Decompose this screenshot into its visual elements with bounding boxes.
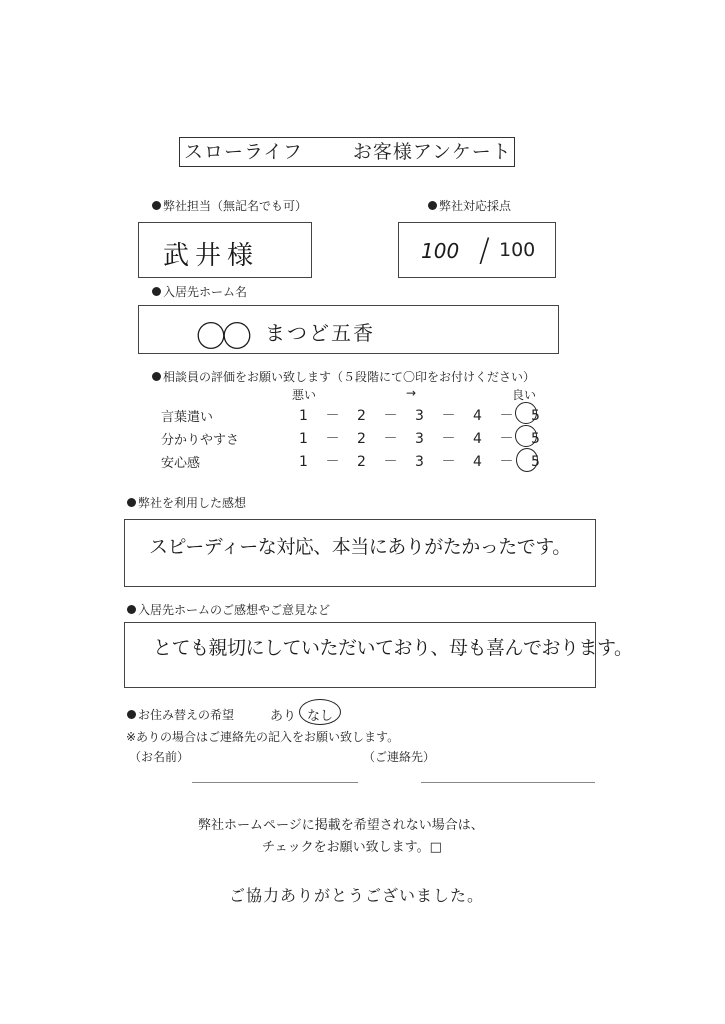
home-label-row bbox=[152, 283, 247, 300]
impression-label: 弊社を利用した感想 bbox=[138, 496, 247, 510]
scale-value[interactable]: 3 bbox=[415, 431, 424, 447]
home-field[interactable] bbox=[138, 305, 559, 354]
scale-value[interactable]: 5 bbox=[531, 408, 540, 424]
staff-field[interactable] bbox=[138, 222, 312, 278]
title-left: スローライフ bbox=[184, 141, 303, 163]
scale-dash: － bbox=[383, 408, 398, 424]
relocation-option-yes[interactable]: あり bbox=[270, 709, 297, 724]
scale-value[interactable]: 3 bbox=[415, 408, 424, 424]
scale-value[interactable]: 1 bbox=[299, 431, 308, 447]
home-impression-field[interactable] bbox=[124, 622, 633, 688]
scale-dash: － bbox=[499, 431, 514, 447]
footer-line1: 弊社ホームページに掲載を希望されない場合は、 bbox=[198, 818, 484, 833]
scale-value[interactable]: 4 bbox=[473, 408, 482, 424]
scale-dash: － bbox=[499, 454, 514, 470]
scale-dash: － bbox=[325, 408, 340, 424]
score-value: 100 bbox=[421, 239, 460, 263]
selection-circle bbox=[515, 402, 537, 424]
publish-opt-out-checkbox[interactable]: □ bbox=[429, 840, 442, 855]
bullet-icon bbox=[127, 710, 136, 719]
relocation-label-row bbox=[127, 706, 234, 723]
scale-value[interactable]: 1 bbox=[299, 408, 308, 424]
contact-input-line[interactable] bbox=[421, 782, 595, 783]
scale-dash: － bbox=[383, 431, 398, 447]
home-label: 入居先ホーム名 bbox=[163, 285, 248, 299]
eval-scale-row bbox=[289, 451, 550, 471]
eval-scale-row bbox=[289, 405, 550, 425]
relocation-label: お住み替えの希望 bbox=[138, 708, 235, 722]
eval-row-label: 安心感 bbox=[161, 456, 201, 471]
scale-dash: － bbox=[441, 454, 456, 470]
scale-value[interactable]: 4 bbox=[473, 454, 482, 470]
staff-label: 弊社担当（無記名でも可） bbox=[163, 199, 308, 213]
score-label-row bbox=[428, 197, 511, 214]
home-placeholder: 〇〇 bbox=[196, 320, 248, 355]
home-impression-label-row bbox=[127, 601, 330, 618]
name-input-line[interactable] bbox=[192, 782, 358, 783]
scale-value[interactable]: 2 bbox=[357, 454, 366, 470]
scale-value[interactable]: 4 bbox=[473, 431, 482, 447]
impression-field[interactable] bbox=[124, 519, 596, 587]
relocation-option-no[interactable]: なし bbox=[307, 709, 334, 724]
footer-line2: チェックをお願い致します。 bbox=[262, 840, 430, 855]
name-label: （お名前） bbox=[129, 750, 190, 764]
staff-label-row bbox=[152, 197, 307, 214]
evaluation-label-row bbox=[152, 368, 535, 385]
bullet-icon bbox=[152, 372, 161, 381]
scale-value[interactable]: 5 bbox=[531, 454, 540, 470]
bullet-icon bbox=[127, 498, 136, 507]
selection-circle bbox=[516, 448, 538, 472]
scale-value[interactable]: 5 bbox=[531, 431, 540, 447]
score-max: 100 bbox=[499, 239, 536, 261]
bullet-icon bbox=[152, 287, 161, 296]
score-label: 弊社対応採点 bbox=[439, 199, 512, 213]
title-right: お客様アンケート bbox=[352, 141, 512, 163]
contact-label: （ご連絡先） bbox=[363, 750, 436, 764]
staff-value: 武井様 bbox=[163, 241, 260, 271]
home-impression-value: とても親切にしていただいており、母も喜んでおります。 bbox=[153, 637, 633, 659]
scale-dash: － bbox=[325, 454, 340, 470]
score-field[interactable] bbox=[398, 222, 556, 278]
footer-line2-row bbox=[262, 836, 442, 855]
scale-value[interactable]: 1 bbox=[299, 454, 308, 470]
scale-dash: － bbox=[499, 408, 514, 424]
scale-dash: － bbox=[383, 454, 398, 470]
relocation-note: ※ありの場合はご連絡先の記入をお願い致します。 bbox=[126, 730, 400, 744]
survey-title bbox=[179, 137, 515, 167]
scale-dash: － bbox=[441, 431, 456, 447]
home-value: まつど五香 bbox=[265, 321, 375, 345]
bullet-icon bbox=[152, 201, 161, 210]
bullet-icon bbox=[428, 201, 437, 210]
selection-circle bbox=[299, 699, 341, 725]
scale-arrow: → bbox=[406, 386, 417, 400]
selection-circle bbox=[515, 425, 537, 447]
scale-value[interactable]: 2 bbox=[357, 431, 366, 447]
evaluation-label: 相談員の評価をお願い致します（５段階にて〇印をお付けください） bbox=[163, 370, 536, 384]
scale-dash: － bbox=[441, 408, 456, 424]
thanks-message: ご協力ありがとうございました。 bbox=[229, 886, 485, 905]
score-separator: / bbox=[479, 231, 490, 269]
eval-row-label: 分かりやすさ bbox=[161, 433, 240, 448]
eval-row-label: 言葉遣い bbox=[161, 410, 214, 425]
bullet-icon bbox=[127, 605, 136, 614]
home-impression-label: 入居先ホームのご感想やご意見など bbox=[138, 603, 331, 617]
scale-dash: － bbox=[325, 431, 340, 447]
scale-value[interactable]: 2 bbox=[357, 408, 366, 424]
impression-label-row bbox=[127, 494, 246, 511]
eval-scale-row bbox=[289, 428, 550, 448]
scale-value[interactable]: 3 bbox=[415, 454, 424, 470]
impression-value: スピーディーな対応、本当にありがたかったです。 bbox=[149, 536, 571, 558]
scale-good-label: 良い bbox=[512, 388, 537, 402]
scale-bad-label: 悪い bbox=[292, 388, 317, 402]
